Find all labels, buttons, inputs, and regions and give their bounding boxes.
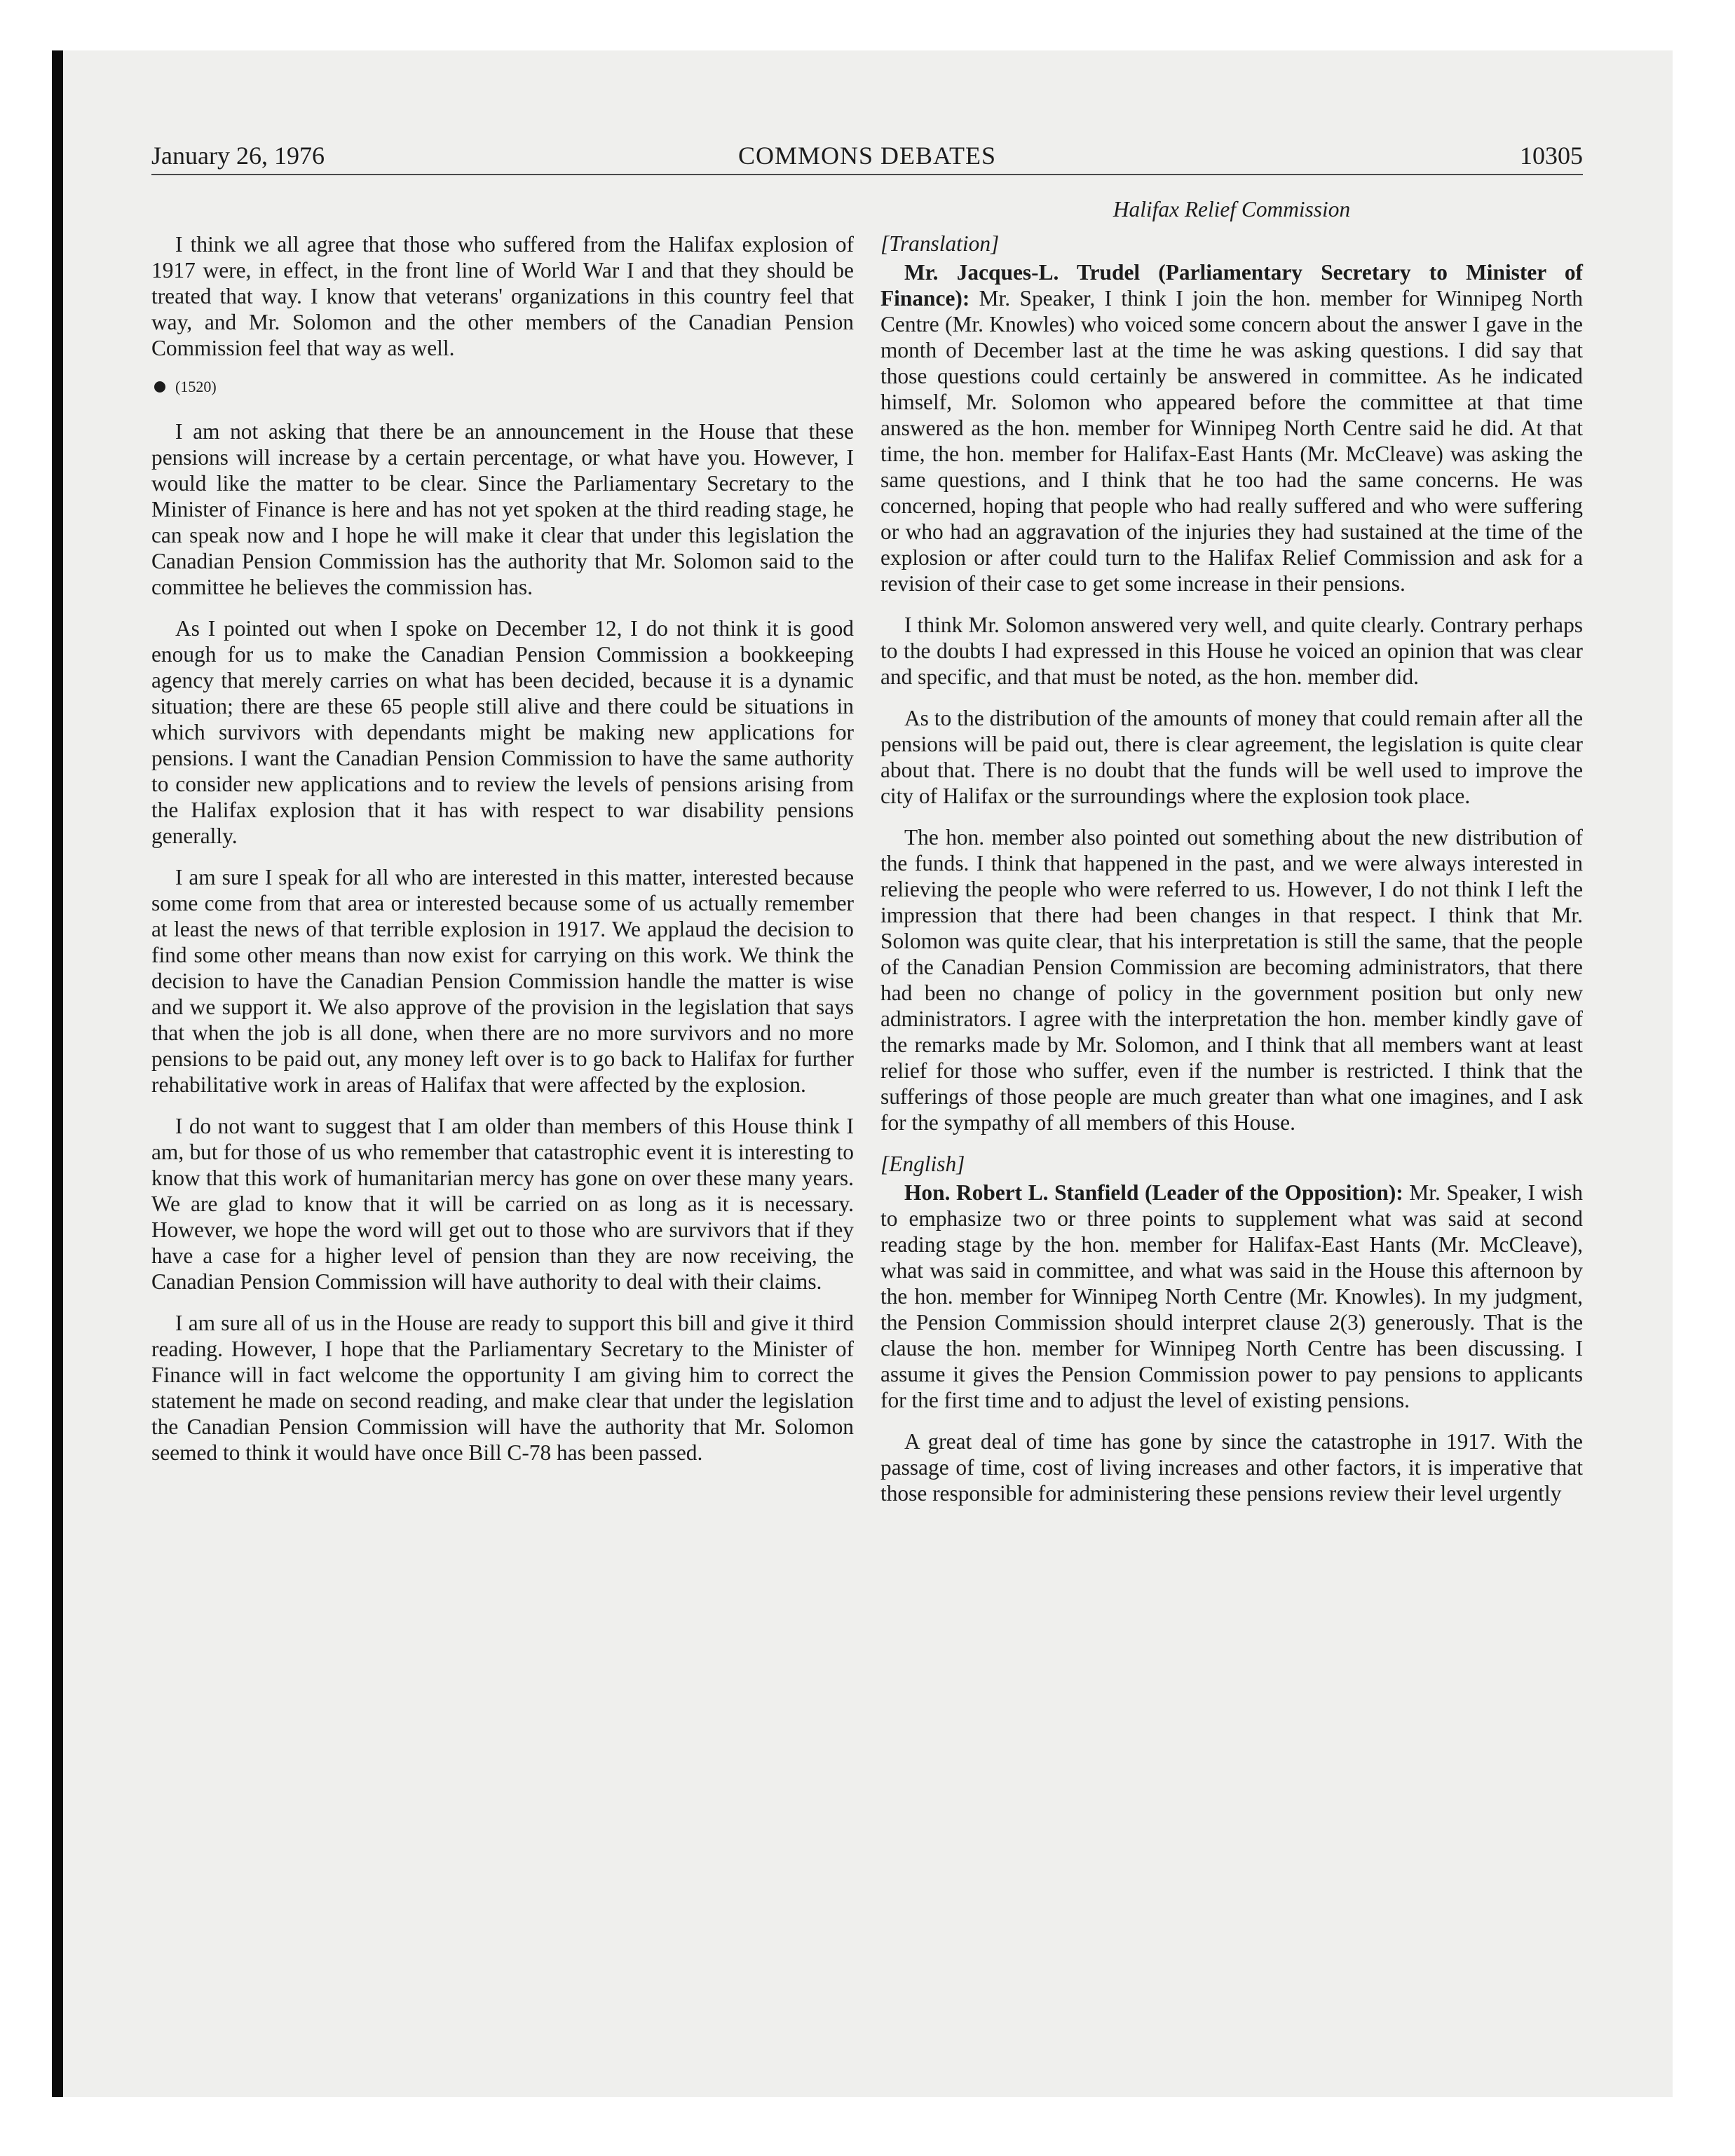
header-page-number: 10305 — [1520, 142, 1583, 170]
paragraph: The hon. member also pointed out something about the new distribution of the funds. I think that happened in the past, and we were always interested in relieving the people who were referred to us. However, I do not think I left the impression that there had been changes in that respect. I think that Mr. Solomon was quite clear, that his interpretation is still the same, that the people of the Canadian Pension Commission are becoming administrators, that there had been no change of policy in the government position but only new administrators. I agree with the interpretation the hon. member kindly gave of the remarks made by Mr. Solomon, and I think that all members want at least relief for those who suffer, even if the number is restricted. I think that the sufferings of those people are much greater than what one imagines, and I ask for the sympathy of all members of this House. — [880, 825, 1583, 1135]
speech-text: Mr. Speaker, I think I join the hon. member for Winnipeg North Centre (Mr. Knowles) who voiced some concern about the answer I gave in the month of December last at the time he was asking questions. I did say that those questions could certainly be answered in committee. As he indicated himself, Mr. Solomon who appeared before the committee at that time answered as the hon. member for Winnipeg North Centre said he did. At that time, the hon. member for Halifax-East Hants (Mr. McCleave) was asking the same questions, and I think that he too had the same concerns. He was concerned, hoping that people who had really suffered and who were suffering or who had an aggravation of the injuries they had sustained at the time of the explosion or after could turn to the Halifax Relief Commission and ask for a revision of their case to get some increase in their pensions. — [880, 286, 1583, 596]
speaker-name: Mr. Jacques-L. Trudel (Parliamentary Secretary to Minister of Finance): — [880, 260, 1583, 311]
language-tag-english: [English] — [880, 1152, 965, 1176]
paragraph: I do not want to suggest that I am older than members of this House think I am, but for those of us who remember that catastrophic event it is interesting to know that this work of humanitarian mercy has gone on over these many years. We are glad to know that it will be carried on as long as it is necessary. However, we hope the word will get out to those who are survivors that if they have a case for a higher level of pension than they are now receiving, the Canadian Pension Commission will have authority to deal with their claims. — [151, 1114, 854, 1294]
speech-paragraph — [880, 259, 1583, 596]
paragraph: I think Mr. Solomon answered very well, and quite clearly. Contrary perhaps to the doubts I had expressed in this House he voiced an opinion that was clear and specific, and that must be noted, as the hon. member did. — [880, 613, 1583, 689]
paragraph: I think we all agree that those who suffered from the Halifax explosion of 1917 were, in effect, in the front line of World War I and that they should be treated that way. I know that veterans' organizations in this country feel that way, and Mr. Solomon and the other members of the Canadian Pension Commission feel that way as well. — [151, 232, 854, 360]
time-marker — [151, 376, 854, 397]
speech-paragraph — [880, 1180, 1583, 1413]
header-date: January 26, 1976 — [151, 142, 325, 170]
paragraph: I am not asking that there be an announcement in the House that these pensions will increase by a certain percentage, or what have you. However, I would like the matter to be clear. Since the Parliamentary Secretary to the Minister of Finance is here and has not yet spoken at the third reading stage, he can speak now and I hope he will make it clear that under this legislation the Canadian Pension Commission has the authority that Mr. Solomon said to the committee he believes the commission has. — [151, 419, 854, 599]
paragraph: As I pointed out when I spoke on December 12, I do not think it is good enough for us to make the Canadian Pension Commission a bookkeeping agency that merely carries on what has been decided, because it is a dynamic situation; there are these 65 people still alive and there could be situations in which survivors with dependants might be making new applications for pensions. I want the Canadian Pension Commission to have the same authority to consider new applications and to review the levels of pensions arising from the Halifax explosion that it has with respect to war disability pensions generally. — [151, 616, 854, 848]
paragraph: I am sure I speak for all who are interested in this matter, interested because some come from that area or interested because some of us actually remember at least the news of that terrible explosion in 1917. We applaud the decision to find some other means than now exist for carrying on this work. We think the decision to have the Canadian Pension Commission handle the matter is wise and we support it. We also approve of the provision in the legislation that says that when the job is all done, when there are no more survivors and no more pensions to be paid out, any money left over is to go back to Halifax for further rehabilitative work in areas of Halifax that were affected by the explosion. — [151, 865, 854, 1097]
header-publication-title: COMMONS DEBATES — [737, 142, 997, 170]
paragraph: I am sure all of us in the House are ready to support this bill and give it third reading. However, I hope that the Parliamentary Secretary to the Minister of Finance will in fact welcome the opportunity I am giving him to correct the statement he made on second reading, and make clear that under the legislation the Canadian Pension Commission will have the authority that Mr. Solomon seemed to think it would have once Bill C-78 has been passed. — [151, 1311, 854, 1465]
speech-text: Mr. Speaker, I wish to emphasize two or three points to supplement what was said at second reading stage by the hon. member for Halifax-East Hants (Mr. McCleave), what was said in committee, and what was said in the House this afternoon by the hon. member for Winnipeg North Centre (Mr. Knowles). In my judgment, the Pension Commission should interpret clause 2(3) generously. That is the clause the hon. member for Winnipeg North Centre has been discussing. I assume it gives the Pension Commission power to pay pensions to applicants for the first time and to adjust the level of existing pensions. — [880, 1180, 1583, 1412]
paragraph: As to the distribution of the amounts of money that could remain after all the pensions will be paid out, there is clear agreement, the legislation is quite clear about that. There is no doubt that the funds will be well used to improve the city of Halifax or the surroundings where the explosion took place. — [880, 706, 1583, 808]
page-header — [151, 137, 1583, 175]
scan-border — [52, 50, 63, 2097]
speaker-name: Hon. Robert L. Stanfield (Leader of the Opposition): — [904, 1180, 1403, 1205]
bullet-icon — [154, 381, 165, 393]
language-tag-translation: [Translation] — [880, 231, 1000, 256]
section-running-head: Halifax Relief Commission — [1113, 197, 1351, 221]
time-marker-text: (1520) — [175, 378, 217, 395]
left-column — [151, 231, 854, 1481]
right-column — [880, 196, 1583, 1522]
paragraph: A great deal of time has gone by since the catastrophe in 1917. With the passage of time, cost of living increases and other factors, it is imperative that those responsible for administering these pensions review their level urgently — [880, 1429, 1583, 1506]
